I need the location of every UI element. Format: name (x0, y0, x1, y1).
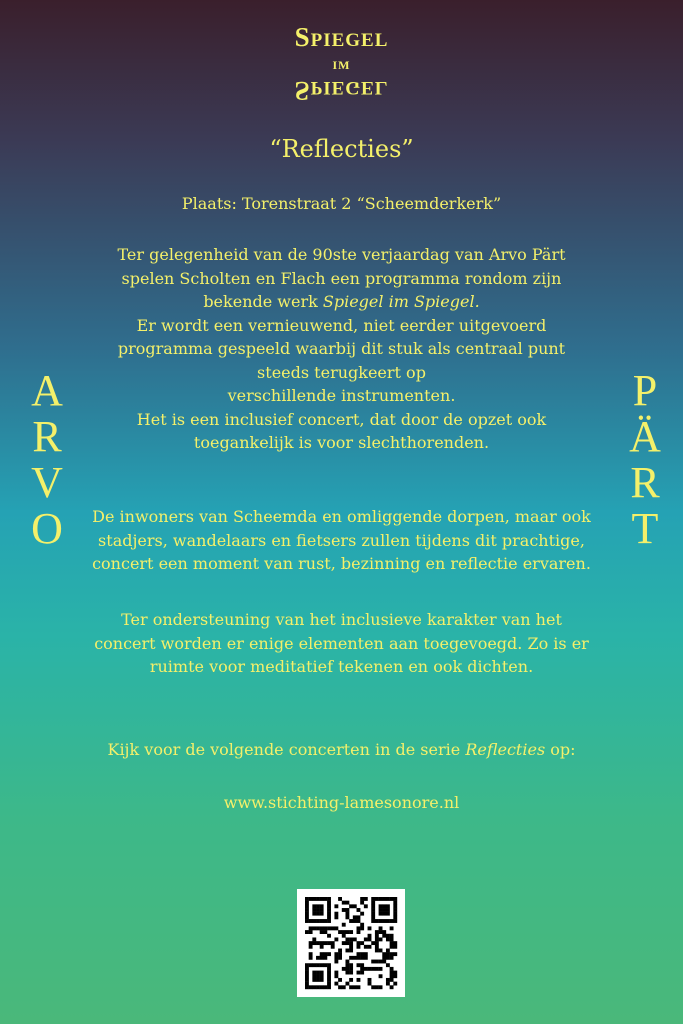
text-line: Het is een inclusief concert, dat door de opzet ook (136, 409, 547, 429)
website-link[interactable]: www.stichting-lamesonore.nl (223, 793, 460, 812)
side-letter: Ä (629, 412, 661, 461)
text-segment: op: (545, 740, 576, 759)
side-word-part (620, 368, 670, 552)
text-line: ruimte voor meditatief tekenen en ook dichten. (149, 657, 534, 676)
text-line: Ter ondersteuning van het inclusieve karakter van het (121, 610, 562, 629)
side-letter: T (631, 504, 659, 553)
qr-code-graphic (297, 889, 405, 997)
title-spiegel-top: Spiegel (294, 22, 389, 52)
text-line: concert worden er enige elementen aan toegevoegd. Zo is er (94, 633, 589, 653)
side-letter: A (31, 366, 63, 415)
text-line: verschillende instrumenten. (227, 386, 456, 405)
work-title: Spiegel im Spiegel. (322, 292, 480, 311)
text-line: steeds terugkeert op (257, 362, 426, 382)
text-segment: Kijk voor de volgende concerten in de serie (107, 740, 466, 759)
subtitle: “Reflecties” (269, 135, 414, 163)
title-spiegel-mirrored: Spiegel (294, 76, 389, 106)
text-line: spelen Scholten en Flach een programma rondom zijn (121, 268, 562, 288)
text-line: Er wordt een vernieuwend, niet eerder uitgevoerd (136, 315, 547, 335)
paragraph-intro (0, 243, 683, 455)
title-im: im (332, 54, 351, 73)
more-concerts-text (0, 739, 683, 761)
text-line: De inwoners van Scheemda en omliggende dorpen, maar ook (92, 507, 591, 526)
side-letter: O (31, 504, 63, 553)
paragraph-inclusive (0, 608, 683, 679)
qr-code-icon[interactable] (297, 889, 405, 997)
text-line (0, 290, 683, 314)
location-text: Plaats: Torenstraat 2 “Scheemderkerk” (181, 194, 502, 213)
text-line: concert een moment van rust, bezinning en reflectie ervaren. (92, 554, 591, 573)
side-letter: V (31, 458, 63, 507)
side-letter: R (630, 458, 660, 507)
text-line: toegankelijk is voor slechthorenden. (193, 433, 490, 452)
side-letter: R (32, 412, 62, 461)
text-segment: bekende werk (203, 292, 323, 311)
side-word-arvo (22, 368, 72, 552)
paragraph-audience (0, 505, 683, 576)
text-line: stadjers, wandelaars en fietsers zullen tijdens dit prachtige, (98, 530, 585, 550)
text-line: Ter gelegenheid van de 90ste verjaardag van Arvo Pärt (117, 245, 566, 264)
side-letter: P (632, 366, 658, 415)
series-name: Reflecties (465, 740, 546, 759)
text-line: programma gespeeld waarbij dit stuk als centraal punt (117, 339, 566, 358)
